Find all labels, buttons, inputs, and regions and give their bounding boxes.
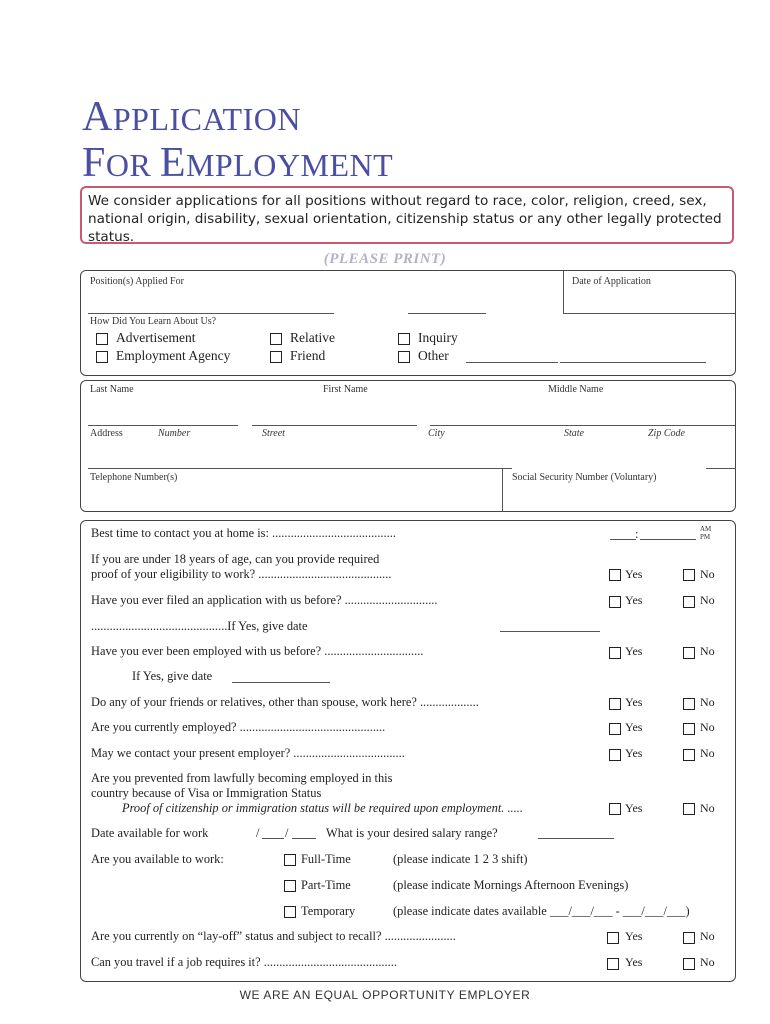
number-label: Number [158,428,191,439]
zip-code-label: Zip Code [648,428,685,439]
date-of-application-label: Date of Application [572,276,651,287]
full-time-note: (please indicate 1 2 3 shift) [393,852,528,866]
visa-yes-label: Yes [625,801,643,815]
friends-yes-checkbox[interactable] [609,698,621,710]
please-print-header: (PLEASE PRINT) [323,251,447,267]
middle-name-field[interactable] [430,425,735,426]
filed-before-question: Have you ever filed an application with us before? .............................. [91,593,438,607]
layoff-question: Are you currently on “lay-off” status and subject to recall? ....................... [91,929,456,943]
filed-before-no-label: No [700,593,715,607]
first-name-field[interactable] [252,425,417,426]
zip-field[interactable] [706,468,736,469]
pm-label: PM [700,533,711,541]
under-18-question-line2: proof of your eligibility to work? ........................................... [91,567,392,581]
currently-employed-no-label: No [700,720,715,734]
middle-name-label: Middle Name [548,384,604,395]
layoff-no-checkbox[interactable] [683,932,695,944]
available-to-work-label: Are you available to work: [91,852,224,866]
first-name-label: First Name [323,384,368,395]
filed-if-yes-label: ............................................If Yes, give date [91,619,308,633]
travel-yes-label: Yes [625,955,643,969]
advertisement-label: Advertisement [116,330,196,345]
relative-label: Relative [290,330,335,345]
inquiry-checkbox[interactable] [398,333,410,345]
layoff-no-label: No [700,929,715,943]
position-applied-field-2[interactable] [408,313,486,314]
visa-question-line2: country because of Visa or Immigration Status [91,786,322,800]
friends-question: Do any of your friends or relatives, other than spouse, work here? ................... [91,695,479,709]
employed-if-yes-label: If Yes, give date [132,669,213,683]
eeo-notice: We consider applications for all positions without regard to race, color, religion, creed, sex, national origin, disability, sexual orientation, citizenship status or any other legally protected status. [80,186,734,244]
employed-before-question: Have you ever been employed with us before? ................................ [91,644,424,658]
temporary-note: (please indicate dates available ___/___/___ - ___/___/___) [393,904,690,918]
date-available-label: Date available for work [91,826,209,840]
date-of-application-field[interactable] [563,313,735,314]
state-label: State [564,428,584,439]
filed-date-field[interactable] [500,631,600,632]
employed-before-no-label: No [700,644,715,658]
temporary-checkbox[interactable] [284,906,296,918]
visa-question-line3: Proof of citizenship or immigration status will be required upon employment. ..... [122,801,523,815]
under-18-no-label: No [700,567,715,581]
filed-before-no-checkbox[interactable] [683,596,695,608]
best-time-hour-field[interactable] [610,539,636,540]
friends-yes-label: Yes [625,695,643,709]
address-field[interactable] [88,468,512,469]
under-18-question-line1: If you are under 18 years of age, can you provide required [91,552,380,566]
salary-field[interactable] [538,838,614,839]
best-time-question: Best time to contact you at home is: ........................................ [91,526,396,540]
friends-no-label: No [700,695,715,709]
visa-yes-checkbox[interactable] [609,803,621,815]
employment-agency-checkbox[interactable] [96,351,108,363]
inquiry-label: Inquiry [418,330,458,345]
street-label: Street [262,428,285,439]
salary-label: What is your desired salary range? [326,826,498,840]
contact-employer-yes-label: Yes [625,746,643,760]
other-label: Other [418,348,449,363]
currently-employed-question: Are you currently employed? ............................................... [91,720,386,734]
relative-checkbox[interactable] [270,333,282,345]
eeo-footer: WE ARE AN EQUAL OPPORTUNITY EMPLOYER [239,988,531,1002]
employed-date-field[interactable] [232,682,330,683]
layoff-yes-label: Yes [625,929,643,943]
ssn-label: Social Security Number (Voluntary) [512,472,657,483]
advertisement-checkbox[interactable] [96,333,108,345]
currently-employed-yes-label: Yes [625,720,643,734]
under-18-yes-checkbox[interactable] [609,569,621,581]
currently-employed-no-checkbox[interactable] [683,723,695,735]
under-18-no-checkbox[interactable] [683,569,695,581]
city-label: City [428,428,445,439]
position-applied-label: Position(s) Applied For [90,276,184,287]
travel-yes-checkbox[interactable] [607,958,619,970]
visa-no-label: No [700,801,715,815]
currently-employed-yes-checkbox[interactable] [609,723,621,735]
am-label: AM [700,525,712,533]
page-subtitle: FOR EMPLOYMENT [82,140,394,186]
filed-before-yes-label: Yes [625,593,643,607]
friend-checkbox[interactable] [270,351,282,363]
under-18-yes-label: Yes [625,567,643,581]
travel-no-label: No [700,955,715,969]
other-field-2[interactable] [560,362,706,363]
travel-question: Can you travel if a job requires it? ........................................... [91,955,397,969]
contact-employer-no-checkbox[interactable] [683,749,695,761]
last-name-label: Last Name [90,384,134,395]
contact-employer-question: May we contact your present employer? .................................... [91,746,405,760]
best-time-minute-field[interactable] [640,539,696,540]
full-time-checkbox[interactable] [284,854,296,866]
part-time-checkbox[interactable] [284,880,296,892]
other-checkbox[interactable] [398,351,410,363]
full-time-label: Full-Time [301,852,351,866]
employment-agency-label: Employment Agency [116,348,231,363]
last-name-field[interactable] [88,425,238,426]
travel-no-checkbox[interactable] [683,958,695,970]
page-title: APPLICATION [82,94,301,140]
personal-info-section [80,380,736,512]
date-available-year-field[interactable] [292,838,316,839]
employed-before-no-checkbox[interactable] [683,647,695,659]
visa-question-line1: Are you prevented from lawfully becoming employed in this [91,771,393,785]
contact-employer-no-label: No [700,746,715,760]
contact-employer-yes-checkbox[interactable] [609,749,621,761]
visa-no-checkbox[interactable] [683,803,695,815]
friends-no-checkbox[interactable] [683,698,695,710]
telephone-label: Telephone Number(s) [90,472,178,483]
other-field[interactable] [466,362,558,363]
layoff-yes-checkbox[interactable] [607,932,619,944]
filed-before-yes-checkbox[interactable] [609,596,621,608]
temporary-label: Temporary [301,904,356,918]
how-learn-label: How Did You Learn About Us? [90,316,217,327]
employed-before-yes-checkbox[interactable] [609,647,621,659]
address-label: Address [90,428,123,439]
position-applied-field[interactable] [88,313,334,314]
date-available-day-field[interactable] [262,838,284,839]
part-time-note: (please indicate Mornings Afternoon Evenings) [393,878,629,892]
employed-before-yes-label: Yes [625,644,643,658]
friend-label: Friend [290,348,326,363]
part-time-label: Part-Time [301,878,351,892]
